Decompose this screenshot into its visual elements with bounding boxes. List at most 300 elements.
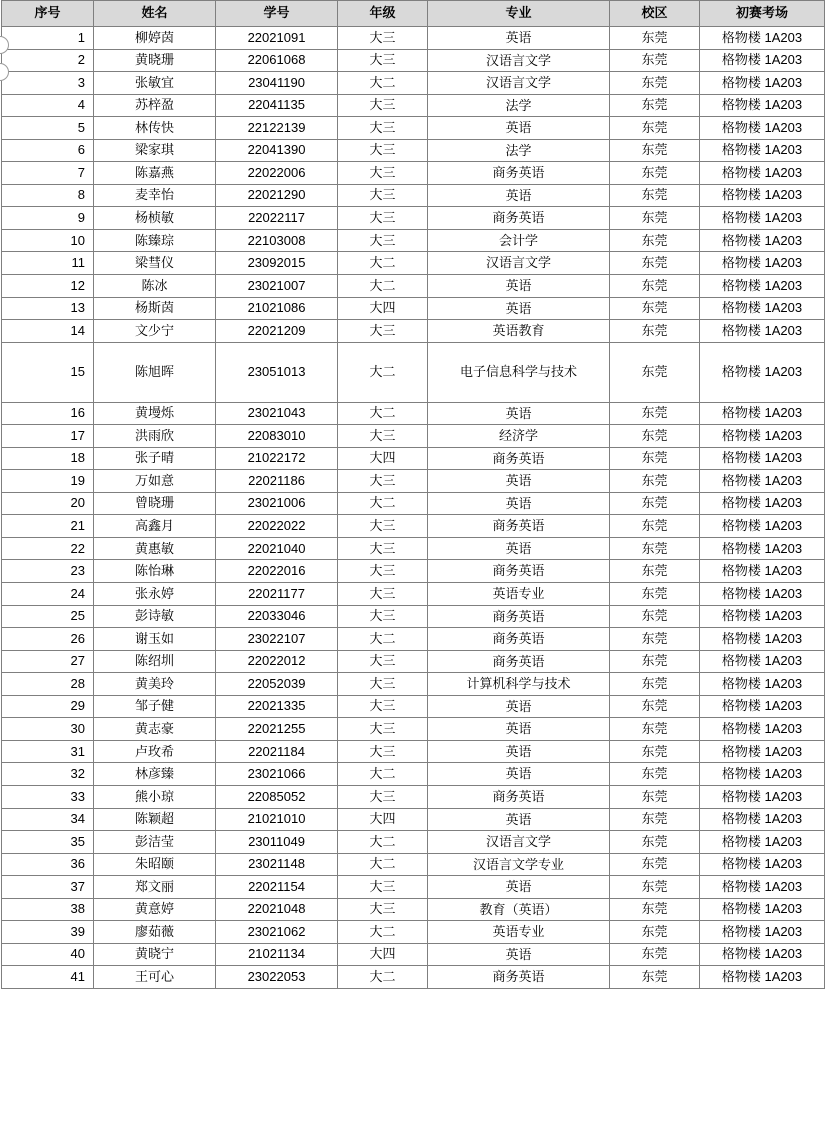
cell-major (428, 320, 610, 343)
cell-major (428, 605, 610, 628)
cell-grade: 大三 (338, 560, 428, 583)
cell-major (428, 492, 610, 515)
cell-venue: 格物楼 1A203 (700, 275, 825, 298)
cell-major (428, 628, 610, 651)
cell-name: 梁家琪 (94, 139, 216, 162)
cell-major (428, 447, 610, 470)
cell-major (428, 943, 610, 966)
cell-name: 陈冰 (94, 275, 216, 298)
cell-grade: 大三 (338, 583, 428, 606)
cell-no: 17 (2, 425, 94, 448)
cell-student-id: 22041135 (216, 94, 338, 117)
cell-student-id: 22061068 (216, 49, 338, 72)
major-text: 英语专业 (492, 586, 545, 602)
cell-major (428, 229, 610, 252)
cell-no: 31 (2, 740, 94, 763)
cell-grade: 大四 (338, 808, 428, 831)
cell-no: 13 (2, 297, 94, 320)
cell-venue: 格物楼 1A203 (700, 492, 825, 515)
cell-student-id: 22103008 (216, 229, 338, 252)
cell-venue: 格物楼 1A203 (700, 342, 825, 402)
cell-name: 张敏宜 (94, 72, 216, 95)
cell-major (428, 650, 610, 673)
table-row (2, 470, 825, 493)
table-row (2, 447, 825, 470)
cell-grade: 大二 (338, 492, 428, 515)
cell-venue: 格物楼 1A203 (700, 876, 825, 899)
cell-venue: 格物楼 1A203 (700, 740, 825, 763)
cell-venue: 格物楼 1A203 (700, 402, 825, 425)
major-text: 英语 (505, 30, 532, 45)
cell-major (428, 695, 610, 718)
cell-grade: 大三 (338, 876, 428, 899)
table-row (2, 966, 825, 989)
cell-no: 40 (2, 943, 94, 966)
cell-venue: 格物楼 1A203 (700, 515, 825, 538)
cell-grade: 大三 (338, 605, 428, 628)
cell-student-id: 22021184 (216, 740, 338, 763)
cell-grade: 大二 (338, 763, 428, 786)
cell-name: 黄惠敏 (94, 537, 216, 560)
cell-venue: 格物楼 1A203 (700, 27, 825, 50)
cell-venue: 格物楼 1A203 (700, 763, 825, 786)
cell-major (428, 275, 610, 298)
cell-grade: 大三 (338, 139, 428, 162)
cell-major (428, 117, 610, 140)
cell-major (428, 763, 610, 786)
major-text: 汉语言文学 (485, 52, 551, 68)
table-row (2, 695, 825, 718)
cell-grade: 大三 (338, 718, 428, 741)
cell-no: 25 (2, 605, 94, 628)
cell-name: 高鑫月 (94, 515, 216, 538)
cell-major (428, 673, 610, 696)
table-row (2, 560, 825, 583)
cell-major (428, 207, 610, 230)
major-text: 英语 (505, 540, 532, 556)
table-row (2, 808, 825, 831)
major-text: 英语 (505, 946, 532, 962)
cell-name: 洪雨欣 (94, 425, 216, 448)
major-text: 汉语言文学专业 (472, 856, 564, 872)
major-text: 法学 (505, 142, 532, 158)
cell-no: 41 (2, 966, 94, 989)
cell-no: 27 (2, 650, 94, 673)
major-text: 英语 (505, 698, 532, 714)
cell-major (428, 27, 610, 50)
cell-no: 20 (2, 492, 94, 515)
cell-name: 苏梓盈 (94, 94, 216, 117)
cell-major (428, 718, 610, 741)
table-row (2, 229, 825, 252)
cell-name: 陈绍圳 (94, 650, 216, 673)
cell-campus: 东莞 (610, 763, 700, 786)
cell-venue: 格物楼 1A203 (700, 425, 825, 448)
cell-grade: 大四 (338, 447, 428, 470)
cell-name: 陈旭晖 (94, 342, 216, 402)
cell-major (428, 853, 610, 876)
cell-campus: 东莞 (610, 297, 700, 320)
major-text: 汉语言文学 (485, 255, 551, 271)
cell-campus: 东莞 (610, 275, 700, 298)
cell-grade: 大三 (338, 229, 428, 252)
major-text: 法学 (505, 97, 532, 113)
major-text: 商务英语 (492, 631, 545, 647)
cell-grade: 大三 (338, 49, 428, 72)
cell-name: 卢玫希 (94, 740, 216, 763)
cell-major (428, 252, 610, 275)
column-header-no: 序号 (2, 1, 94, 27)
cell-campus: 东莞 (610, 515, 700, 538)
table-row (2, 785, 825, 808)
table-row (2, 184, 825, 207)
cell-no: 23 (2, 560, 94, 583)
cell-no: 37 (2, 876, 94, 899)
cell-venue: 格物楼 1A203 (700, 470, 825, 493)
cell-no: 11 (2, 252, 94, 275)
cell-student-id: 21022172 (216, 447, 338, 470)
cell-campus: 东莞 (610, 184, 700, 207)
table-row (2, 162, 825, 185)
table-row (2, 49, 825, 72)
cell-venue: 格物楼 1A203 (700, 537, 825, 560)
cell-venue: 格物楼 1A203 (700, 72, 825, 95)
cell-grade: 大二 (338, 252, 428, 275)
cell-venue: 格物楼 1A203 (700, 560, 825, 583)
major-text: 英语 (505, 300, 532, 316)
cell-no: 7 (2, 162, 94, 185)
cell-venue: 格物楼 1A203 (700, 853, 825, 876)
cell-venue: 格物楼 1A203 (700, 49, 825, 72)
cell-campus: 东莞 (610, 560, 700, 583)
cell-name: 陈怡琳 (94, 560, 216, 583)
cell-campus: 东莞 (610, 785, 700, 808)
column-header-venue: 初赛考场 (700, 1, 825, 27)
major-text: 英语 (505, 879, 532, 895)
cell-major (428, 184, 610, 207)
table-row (2, 515, 825, 538)
cell-name: 黄晓珊 (94, 49, 216, 72)
table-row (2, 207, 825, 230)
cell-no: 32 (2, 763, 94, 786)
cell-venue: 格物楼 1A203 (700, 320, 825, 343)
major-text: 英语 (505, 473, 532, 489)
cell-campus: 东莞 (610, 447, 700, 470)
major-text: 教育（英语） (479, 901, 558, 917)
cell-campus: 东莞 (610, 943, 700, 966)
cell-student-id: 22022006 (216, 162, 338, 185)
cell-no: 38 (2, 898, 94, 921)
cell-venue: 格物楼 1A203 (700, 921, 825, 944)
table-row (2, 537, 825, 560)
cell-no: 36 (2, 853, 94, 876)
table-row (2, 650, 825, 673)
cell-campus: 东莞 (610, 876, 700, 899)
table-row (2, 117, 825, 140)
cell-student-id: 22021154 (216, 876, 338, 899)
cell-campus: 东莞 (610, 921, 700, 944)
major-text: 商务英语 (492, 210, 545, 226)
major-text: 商务英语 (492, 653, 545, 669)
major-text: 会计学 (498, 232, 538, 248)
cell-student-id: 22021091 (216, 27, 338, 50)
cell-no: 5 (2, 117, 94, 140)
cell-campus: 东莞 (610, 117, 700, 140)
cell-venue: 格物楼 1A203 (700, 297, 825, 320)
cell-name: 梁彗仪 (94, 252, 216, 275)
table-row (2, 320, 825, 343)
cell-name: 杨桢敏 (94, 207, 216, 230)
cell-campus: 东莞 (610, 537, 700, 560)
cell-no: 8 (2, 184, 94, 207)
cell-venue: 格物楼 1A203 (700, 808, 825, 831)
cell-no: 18 (2, 447, 94, 470)
cell-major (428, 560, 610, 583)
cell-name: 彭洁莹 (94, 831, 216, 854)
cell-name: 谢玉如 (94, 628, 216, 651)
cell-major (428, 94, 610, 117)
cell-grade: 大三 (338, 785, 428, 808)
cell-venue: 格物楼 1A203 (700, 673, 825, 696)
cell-student-id: 22022012 (216, 650, 338, 673)
cell-name: 柳婷茵 (94, 27, 216, 50)
cell-grade: 大四 (338, 943, 428, 966)
cell-student-id: 23022053 (216, 966, 338, 989)
cell-major (428, 740, 610, 763)
cell-student-id: 22041390 (216, 139, 338, 162)
cell-grade: 大二 (338, 921, 428, 944)
table-row (2, 275, 825, 298)
cell-student-id: 23022107 (216, 628, 338, 651)
cell-campus: 东莞 (610, 425, 700, 448)
cell-no: 30 (2, 718, 94, 741)
cell-grade: 大三 (338, 207, 428, 230)
cell-name: 杨斯茵 (94, 297, 216, 320)
table-header-row (2, 1, 825, 27)
cell-major (428, 898, 610, 921)
table-row (2, 94, 825, 117)
table-row (2, 876, 825, 899)
cell-grade: 大二 (338, 72, 428, 95)
cell-major (428, 808, 610, 831)
cell-student-id: 22052039 (216, 673, 338, 696)
major-text: 英语专业 (492, 924, 545, 940)
cell-no: 24 (2, 583, 94, 606)
major-text: 英语 (505, 278, 532, 294)
cell-venue: 格物楼 1A203 (700, 229, 825, 252)
cell-venue: 格物楼 1A203 (700, 139, 825, 162)
cell-campus: 东莞 (610, 718, 700, 741)
table-row (2, 139, 825, 162)
cell-major (428, 49, 610, 72)
major-text: 商务英语 (492, 563, 545, 579)
cell-student-id: 21021134 (216, 943, 338, 966)
cell-grade: 大三 (338, 898, 428, 921)
cell-venue: 格物楼 1A203 (700, 447, 825, 470)
cell-major (428, 297, 610, 320)
cell-name: 文少宁 (94, 320, 216, 343)
cell-student-id: 22021209 (216, 320, 338, 343)
cell-name: 曾晓珊 (94, 492, 216, 515)
major-text: 英语 (505, 811, 532, 827)
table-row (2, 342, 825, 402)
table-row (2, 831, 825, 854)
table-row (2, 492, 825, 515)
table-row (2, 673, 825, 696)
cell-student-id: 23021148 (216, 853, 338, 876)
cell-major (428, 966, 610, 989)
cell-venue: 格物楼 1A203 (700, 605, 825, 628)
major-text: 计算机科学与技术 (466, 676, 571, 692)
cell-campus: 东莞 (610, 966, 700, 989)
cell-no: 4 (2, 94, 94, 117)
table-row (2, 252, 825, 275)
cell-venue: 格物楼 1A203 (700, 718, 825, 741)
table-row (2, 898, 825, 921)
cell-student-id: 22021255 (216, 718, 338, 741)
major-text: 商务英语 (492, 450, 545, 466)
cell-campus: 东莞 (610, 740, 700, 763)
major-text: 英语 (505, 721, 532, 737)
cell-major (428, 470, 610, 493)
cell-major (428, 785, 610, 808)
cell-no: 9 (2, 207, 94, 230)
cell-name: 黄意婷 (94, 898, 216, 921)
cell-campus: 东莞 (610, 72, 700, 95)
major-text: 商务英语 (492, 788, 545, 804)
cell-venue: 格物楼 1A203 (700, 785, 825, 808)
cell-grade: 大二 (338, 853, 428, 876)
major-text: 英语教育 (492, 323, 545, 339)
cell-no: 2 (2, 49, 94, 72)
cell-grade: 大二 (338, 628, 428, 651)
cell-campus: 东莞 (610, 583, 700, 606)
cell-name: 朱昭颐 (94, 853, 216, 876)
cell-venue: 格物楼 1A203 (700, 252, 825, 275)
column-header-student-id: 学号 (216, 1, 338, 27)
cell-no: 1 (2, 27, 94, 50)
cell-major (428, 342, 610, 402)
cell-no: 33 (2, 785, 94, 808)
cell-no: 14 (2, 320, 94, 343)
cell-name: 万如意 (94, 470, 216, 493)
cell-campus: 东莞 (610, 252, 700, 275)
cell-campus: 东莞 (610, 139, 700, 162)
cell-no: 19 (2, 470, 94, 493)
cell-campus: 东莞 (610, 27, 700, 50)
cell-venue: 格物楼 1A203 (700, 943, 825, 966)
cell-grade: 大三 (338, 162, 428, 185)
cell-student-id: 22021048 (216, 898, 338, 921)
cell-name: 林传快 (94, 117, 216, 140)
major-text: 商务英语 (492, 165, 545, 181)
cell-campus: 东莞 (610, 229, 700, 252)
cell-student-id: 21021010 (216, 808, 338, 831)
cell-grade: 大三 (338, 673, 428, 696)
cell-major (428, 537, 610, 560)
table-header (2, 1, 825, 27)
cell-student-id: 22021335 (216, 695, 338, 718)
cell-no: 16 (2, 402, 94, 425)
cell-no: 39 (2, 921, 94, 944)
table-row (2, 763, 825, 786)
cell-grade: 大二 (338, 831, 428, 854)
cell-campus: 东莞 (610, 470, 700, 493)
major-text: 英语 (505, 187, 532, 203)
table-body (2, 27, 825, 989)
cell-venue: 格物楼 1A203 (700, 628, 825, 651)
cell-grade: 大三 (338, 515, 428, 538)
cell-venue: 格物楼 1A203 (700, 162, 825, 185)
table-row (2, 605, 825, 628)
cell-student-id: 22021177 (216, 583, 338, 606)
table-row (2, 943, 825, 966)
cell-campus: 东莞 (610, 898, 700, 921)
cell-name: 黄志豪 (94, 718, 216, 741)
major-text: 英语 (505, 405, 532, 421)
cell-student-id: 23092015 (216, 252, 338, 275)
cell-major (428, 162, 610, 185)
cell-major (428, 583, 610, 606)
major-text: 英语 (505, 743, 532, 759)
table-row (2, 27, 825, 50)
cell-no: 3 (2, 72, 94, 95)
cell-grade: 大三 (338, 27, 428, 50)
cell-campus: 东莞 (610, 831, 700, 854)
cell-grade: 大三 (338, 425, 428, 448)
table-row (2, 853, 825, 876)
major-text: 英语 (505, 766, 532, 782)
cell-grade: 大三 (338, 537, 428, 560)
table-row (2, 628, 825, 651)
cell-no: 34 (2, 808, 94, 831)
cell-venue: 格物楼 1A203 (700, 184, 825, 207)
cell-campus: 东莞 (610, 320, 700, 343)
cell-name: 林彦臻 (94, 763, 216, 786)
cell-campus: 东莞 (610, 94, 700, 117)
cell-campus: 东莞 (610, 402, 700, 425)
cell-name: 黄晓宁 (94, 943, 216, 966)
cell-name: 彭诗敏 (94, 605, 216, 628)
cell-name: 陈颖超 (94, 808, 216, 831)
cell-grade: 大四 (338, 297, 428, 320)
cell-student-id: 23021007 (216, 275, 338, 298)
cell-venue: 格物楼 1A203 (700, 650, 825, 673)
column-header-major: 专业 (428, 1, 610, 27)
cell-student-id: 22021290 (216, 184, 338, 207)
cell-no: 35 (2, 831, 94, 854)
cell-campus: 东莞 (610, 628, 700, 651)
cell-name: 王可心 (94, 966, 216, 989)
major-text: 汉语言文学 (485, 834, 551, 850)
cell-venue: 格物楼 1A203 (700, 898, 825, 921)
cell-campus: 东莞 (610, 492, 700, 515)
cell-grade: 大二 (338, 342, 428, 402)
cell-student-id: 22021186 (216, 470, 338, 493)
cell-campus: 东莞 (610, 673, 700, 696)
cell-campus: 东莞 (610, 605, 700, 628)
cell-grade: 大三 (338, 650, 428, 673)
cell-name: 邹子健 (94, 695, 216, 718)
cell-campus: 东莞 (610, 342, 700, 402)
cell-grade: 大三 (338, 94, 428, 117)
cell-major (428, 72, 610, 95)
cell-student-id: 23021066 (216, 763, 338, 786)
cell-campus: 东莞 (610, 695, 700, 718)
cell-no: 28 (2, 673, 94, 696)
contestant-roster-table (1, 0, 825, 989)
cell-no: 12 (2, 275, 94, 298)
